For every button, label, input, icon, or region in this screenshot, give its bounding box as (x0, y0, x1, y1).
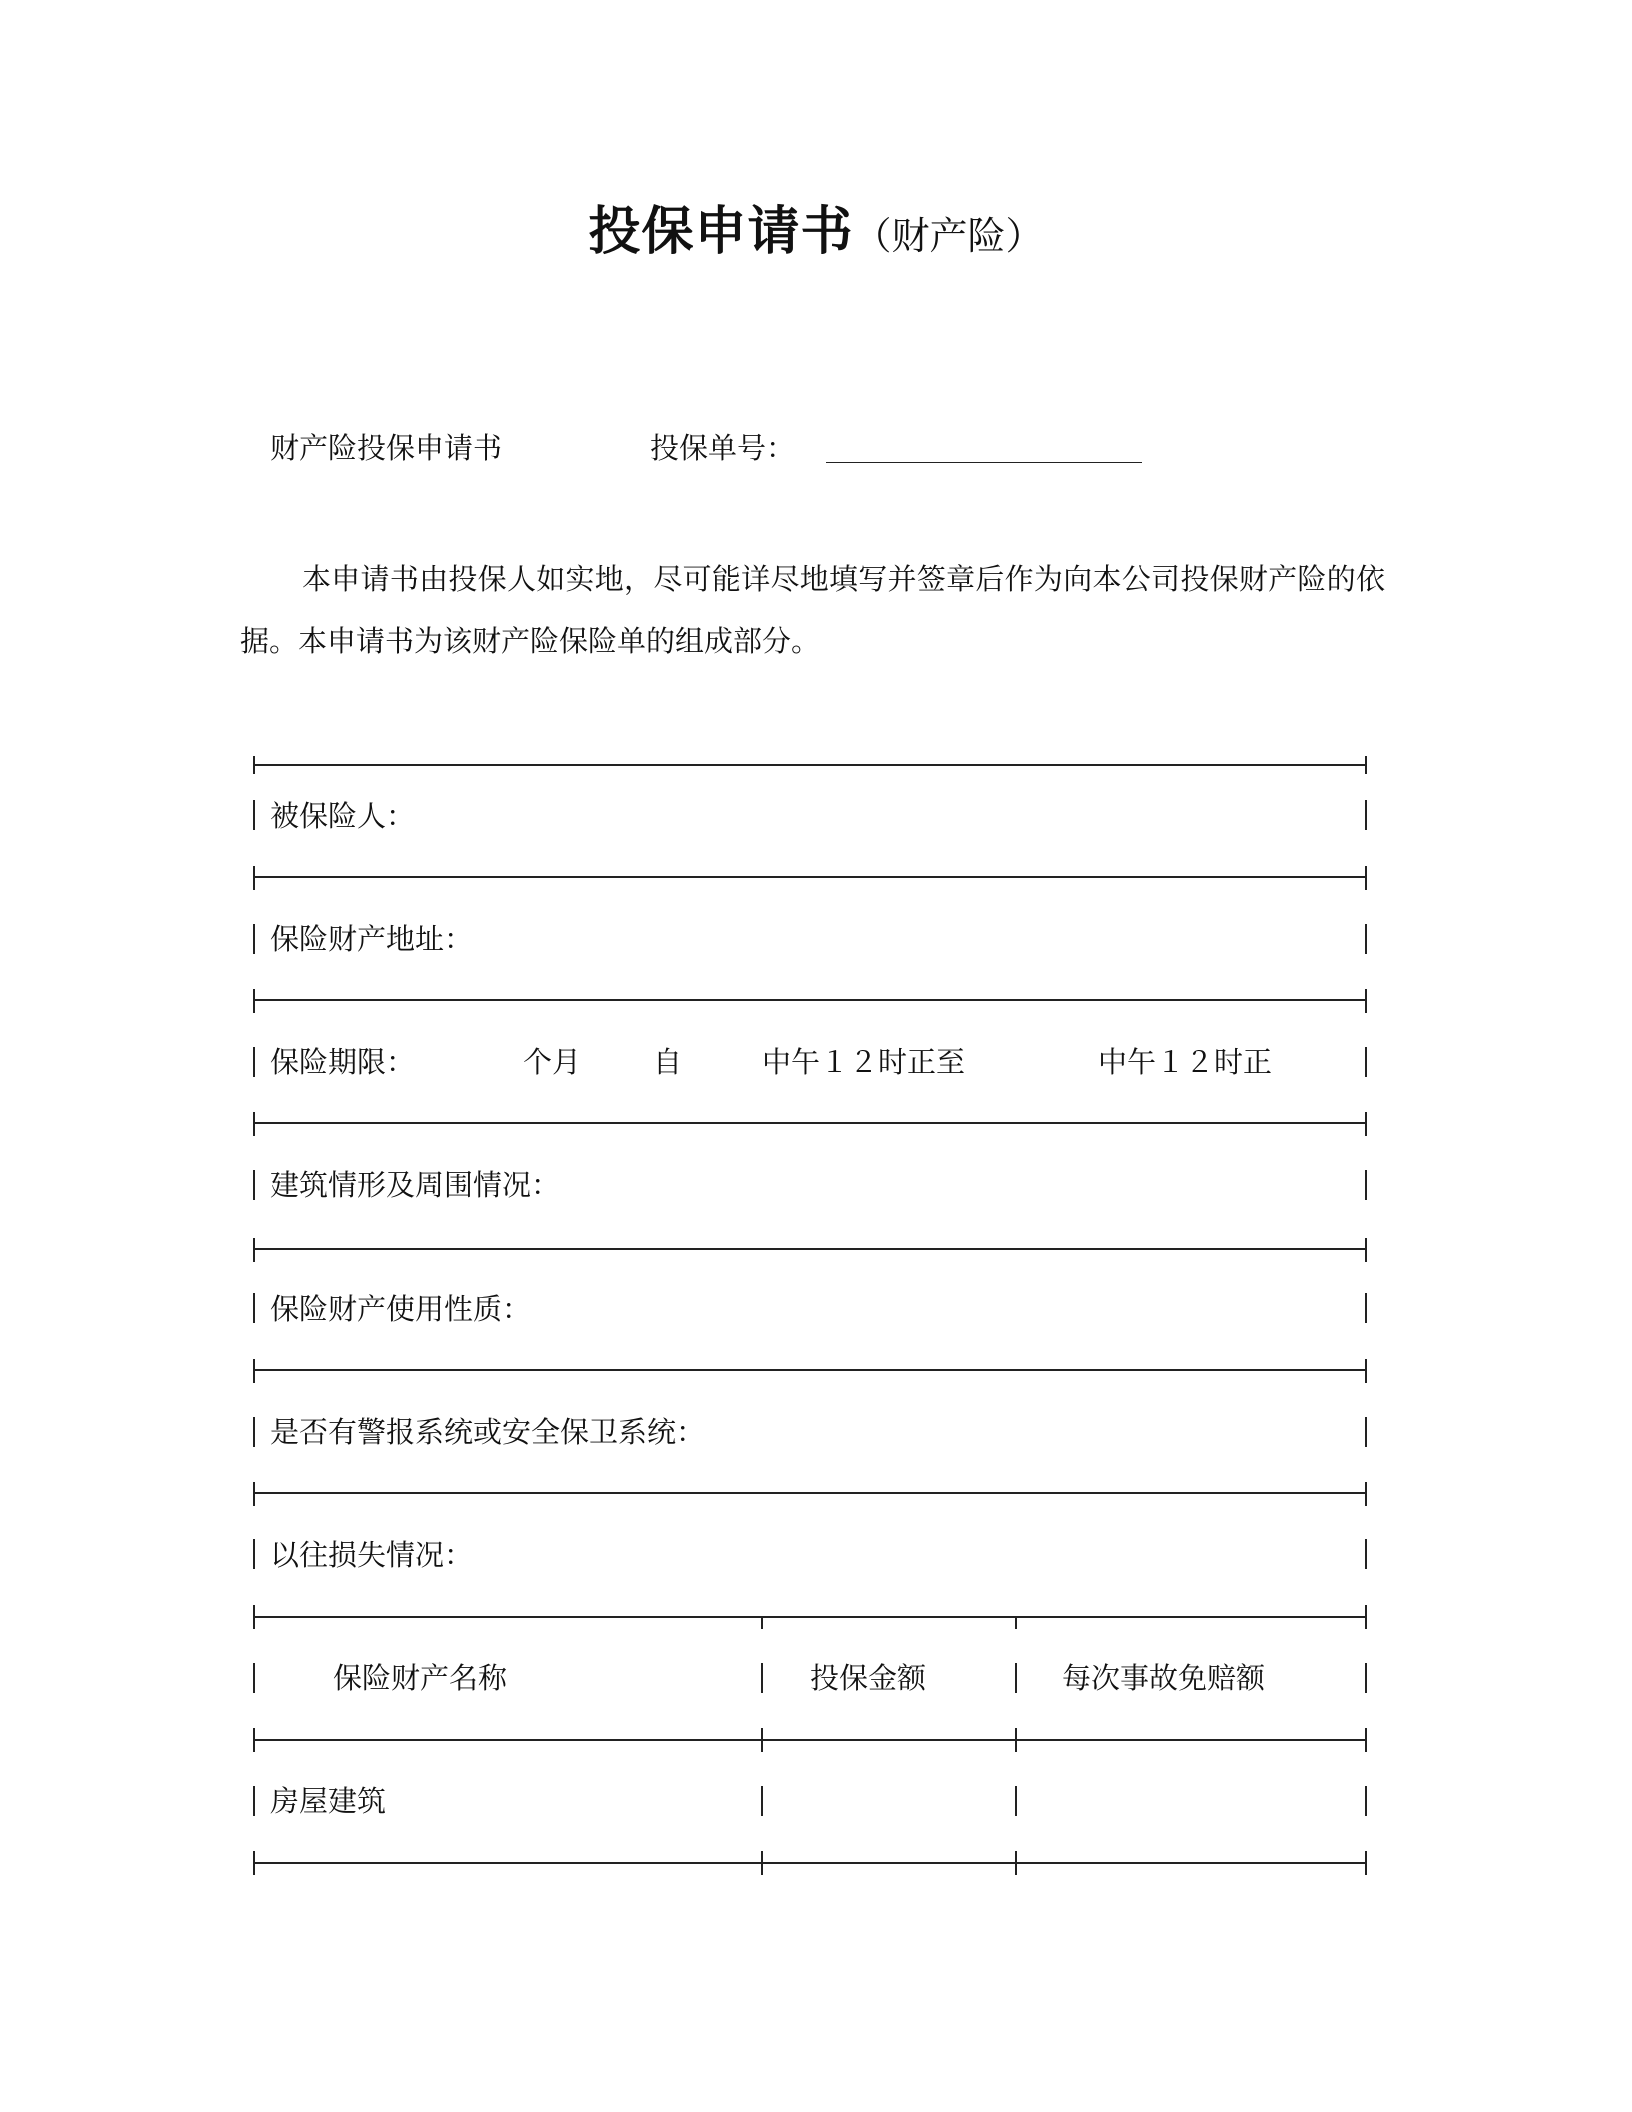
usage-label: 保险财产使用性质： (270, 1292, 532, 1326)
title-sub: （财产险） (853, 214, 1044, 258)
table-header-deductible: 每次事故免赔额 (1062, 1661, 1266, 1695)
table-row-separator (254, 1851, 1366, 1875)
row-separator (254, 866, 1366, 890)
loss-history-label: 以往损失情况： (270, 1538, 474, 1572)
period-noon-end: 中午１２时正 (1098, 1045, 1273, 1079)
period-noon-to: 中午１２时正至 (762, 1045, 966, 1079)
row-separator (254, 1238, 1366, 1262)
building-label: 建筑情形及周围情况： (270, 1168, 561, 1202)
insured-label: 被保险人： (270, 799, 416, 833)
table-row-separator (254, 1728, 1366, 1752)
table-row-bars (254, 1786, 1366, 1816)
title-main: 投保申请书 (588, 202, 854, 262)
table-header-insured-amount: 投保金额 (810, 1661, 927, 1695)
period-from: 自 (653, 1045, 683, 1079)
alarm-label: 是否有警报系统或安全保卫系统： (270, 1415, 706, 1449)
table-row-building: 房屋建筑 (270, 1784, 387, 1818)
form-top-border (254, 756, 1366, 774)
form-name: 财产险投保申请书 (270, 431, 503, 465)
property-address-label: 保险财产地址： (270, 922, 474, 956)
period-label: 保险期限： (270, 1045, 416, 1079)
row-side-bars (254, 800, 1366, 830)
row-separator (254, 1482, 1366, 1506)
policy-no-label: 投保单号： (650, 431, 796, 465)
table-top-border (254, 1605, 1366, 1629)
row-separator (254, 1112, 1366, 1136)
row-separator (254, 989, 1366, 1013)
row-separator (254, 1359, 1366, 1383)
intro-paragraph: 本申请书由投保人如实地，尽可能详尽地填写并签章后作为向本公司投保财产险的依据。本申请书为该财产险保险单的组成部分。 (240, 562, 1385, 658)
table-header-property-name: 保险财产名称 (333, 1661, 508, 1695)
period-months: 个月 (523, 1045, 582, 1079)
